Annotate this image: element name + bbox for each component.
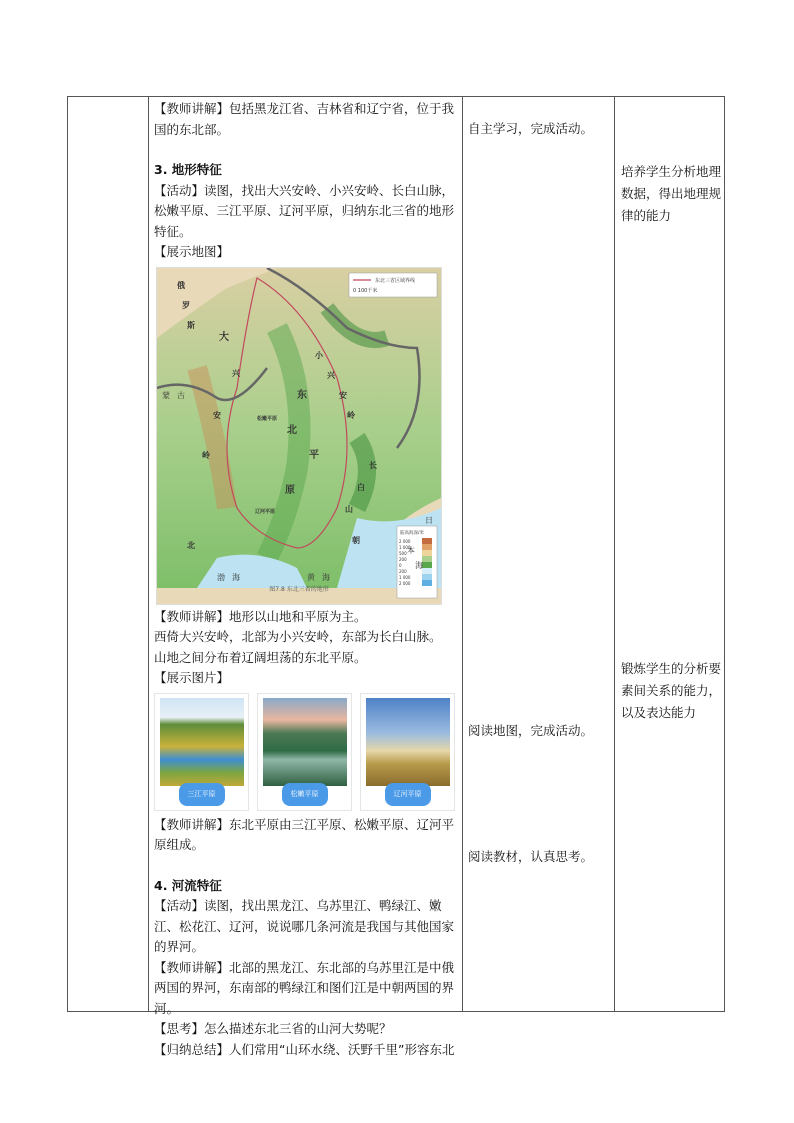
map-label-18: 山: [345, 504, 353, 514]
elev-value-5: 200: [399, 568, 407, 574]
summary: 【归纳总结】人们常用“山环水绕、沃野千里”形容东北: [154, 1041, 455, 1057]
sanjiang-plain-photo: [160, 698, 244, 786]
design-intent-2: 锻炼学生的分析要素间关系的能力，以及表达能力: [621, 661, 722, 720]
teacher-explanation-1: 【教师讲解】包括黑龙江省、吉林省和辽宁省，位于我国的东北部。: [154, 101, 455, 137]
map-label-12: 北: [287, 424, 297, 436]
show-pictures-label: 【展示图片】: [154, 670, 230, 685]
elev-value-4: 0: [399, 562, 402, 568]
map-label-2: 斯: [187, 320, 195, 330]
liaohe-plain-photo: [366, 698, 450, 786]
section-heading-terrain: 3. 地形特征: [154, 162, 222, 177]
map-label-11: 东: [297, 389, 307, 401]
teaching-content-column: [154, 99, 459, 1060]
terrain-detail-1: 西倚大兴安岭，北部为小兴安岭，东部为长白山脉。: [154, 629, 442, 644]
map-label-27: 黄: [307, 572, 315, 582]
teacher-explanation-2: 【教师讲解】地形以山地和平原为主。: [154, 608, 367, 624]
map-label-28: 海: [322, 572, 330, 582]
map-label-25: 渤: [217, 572, 225, 582]
terrain-map: [156, 267, 442, 605]
map-label-23: 本: [407, 545, 415, 555]
show-map-label: 【展示地图】: [154, 244, 230, 259]
plain-photos: [154, 693, 459, 811]
photo-label-liaohe: 辽河平原: [385, 783, 431, 806]
photo-label-sanjiang: 三江平原: [179, 783, 225, 806]
elev-value-1: 1 000: [399, 544, 411, 550]
map-label-17: 白: [357, 482, 365, 492]
map-label-20: 蒙: [162, 390, 170, 400]
terrain-detail-2: 山地之间分布着辽阔坦荡的东北平原。: [154, 649, 367, 665]
map-label-7: 小: [315, 350, 323, 360]
map-label-1: 罗: [182, 300, 190, 310]
map-label-6: 岭: [202, 450, 210, 460]
photo-label-songnen: 松嫩平原: [282, 783, 328, 806]
photo-card-songnen: [257, 693, 352, 811]
think-question: 【思考】怎么描述东北三省的山河大势呢？: [154, 1021, 392, 1036]
map-label-26: 海: [232, 572, 240, 582]
column-divider-1: [148, 97, 149, 1011]
map-label-16: 长: [369, 460, 377, 470]
student-activity-1: 自主学习，完成活动。: [468, 121, 594, 136]
map-label-14: 原: [285, 484, 295, 496]
map-scale: 0 100千米: [353, 287, 378, 294]
terrain-map-graphic: [157, 268, 441, 604]
map-label-4: 兴: [232, 368, 240, 378]
elev-value-3: 200: [399, 556, 407, 562]
column-divider-2: [462, 97, 463, 1011]
map-label-24: 海: [415, 560, 423, 570]
column-divider-3: [614, 97, 615, 1011]
lesson-table: [67, 96, 725, 1057]
photo-card-liaohe: [360, 693, 455, 811]
teacher-explanation-4: 【教师讲解】北部的黑龙江、东北部的乌苏里江是中俄两国的界河，东南部的鸭绿江和图们江是中朝两国的界河。: [154, 959, 455, 1016]
map-legend-title: 东北三省区域界线: [375, 277, 416, 284]
photo-card-sanjiang: [154, 693, 249, 811]
elev-value-6: 1 000: [399, 574, 411, 580]
elev-value-0: 2 000: [399, 538, 411, 544]
map-label-30: 辽河平原: [255, 508, 276, 515]
map-label-0: 俄: [177, 280, 185, 290]
map-label-19: 朝: [352, 535, 360, 545]
map-elev-title: 陆高海深/米: [400, 530, 425, 536]
map-label-8: 兴: [327, 370, 335, 380]
activity-rivers: 【活动】读图，找出黑龙江、乌苏里江、鸭绿江、嫩江、松花江、辽河，说说哪几条河流是我国与其他国家的界河。: [154, 898, 455, 954]
map-label-13: 平: [309, 449, 319, 461]
map-label-15: 松嫩平原: [257, 415, 278, 422]
teacher-explanation-3: 【教师讲解】东北平原由三江平原、松嫩平原、辽河平原组成。: [154, 816, 455, 852]
map-label-21: 古: [177, 390, 185, 400]
activity-terrain: 【活动】读图，找出大兴安岭、小兴安岭、长白山脉，松嫩平原、三江平原、辽河平原，归纳东北三省的地形特征。: [154, 182, 455, 239]
map-label-3: 大: [219, 331, 229, 343]
map-label-9: 安: [339, 390, 347, 400]
map-caption: 图7.8 东北三省的地形: [269, 586, 329, 593]
songnen-plain-photo: [263, 698, 347, 786]
map-label-22: 日: [425, 515, 433, 525]
student-activity-3: 阅读教材，认真思考。: [468, 849, 594, 864]
map-label-10: 岭: [347, 410, 355, 420]
section-heading-rivers: 4. 河流特征: [154, 877, 222, 893]
map-label-29: 北: [187, 540, 195, 550]
design-intent-1: 培养学生分析地理数据，得出地理规律的能力: [621, 164, 722, 223]
elev-value-2: 500: [399, 550, 407, 556]
elev-value-7: 2 000: [399, 580, 411, 586]
map-label-5: 安: [213, 410, 221, 420]
student-activity-2: 阅读地图，完成活动。: [468, 723, 594, 738]
